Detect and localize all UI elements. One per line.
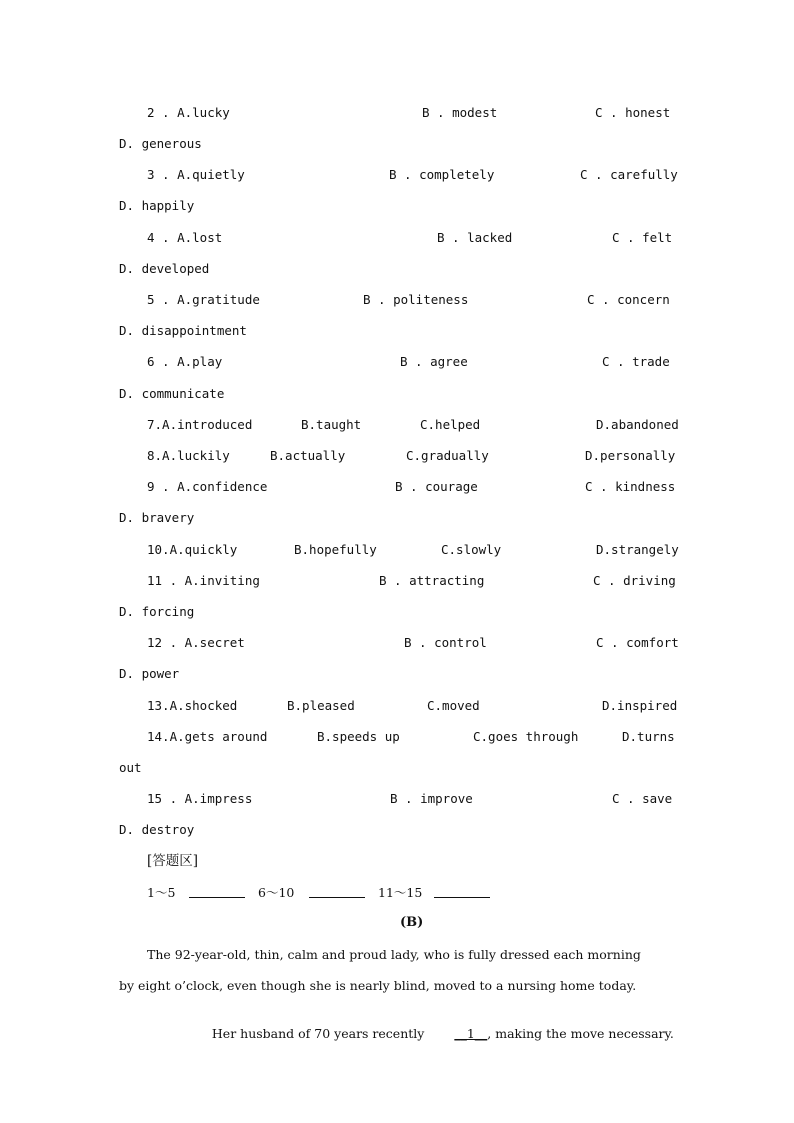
q11-option-b: B . attracting [379, 573, 485, 588]
passage-line-1: The 92-year-old, thin, calm and proud lady, who is fully dressed each morning [147, 947, 641, 962]
q7-option-c: C.helped [420, 417, 481, 432]
q7-option-a: 7.A.introduced [147, 417, 253, 432]
q8-option-c: C.gradually [406, 448, 489, 463]
q4-option-c: C . felt [612, 230, 673, 245]
q15-option-d: D. destroy [119, 822, 195, 837]
q15-option-a: 15 . A.impress [147, 791, 253, 806]
answer-blank-6-10[interactable] [309, 885, 365, 902]
q13-option-a: 13.A.shocked [147, 698, 238, 713]
q9-option-b: B . courage [395, 479, 478, 494]
q5-option-b: B . politeness [363, 292, 469, 307]
q13-option-d: D.inspired [602, 698, 678, 713]
answer-range-6-10: 6～10 [258, 885, 295, 900]
q9-option-a: 9 . A.confidence [147, 479, 268, 494]
q5-option-a: 5 . A.gratitude [147, 292, 260, 307]
q2-option-a: 2 . A.lucky [147, 105, 230, 120]
q10-option-a: 10.A.quickly [147, 542, 238, 557]
q3-option-b: B . completely [389, 167, 495, 182]
q5-option-c: C . concern [587, 292, 670, 307]
q10-option-b: B.hopefully [294, 542, 377, 557]
answer-blank-1-5[interactable] [189, 885, 245, 902]
q10-option-c: C.slowly [441, 542, 502, 557]
q4-option-b: B . lacked [437, 230, 513, 245]
q6-option-a: 6 . A.play [147, 354, 223, 369]
q9-option-d: D. bravery [119, 510, 195, 525]
q11-option-a: 11 . A.inviting [147, 573, 260, 588]
q13-option-b: B.pleased [287, 698, 355, 713]
q11-option-d: D. forcing [119, 604, 195, 619]
answer-range-11-15: 11～15 [378, 885, 423, 900]
q14-option-c: C.goes through [473, 729, 579, 744]
q14-option-a: 14.A.gets around [147, 729, 268, 744]
q12-option-b: B . control [404, 635, 487, 650]
passage-line-3-pre: Her husband of 70 years recently [211, 1026, 425, 1041]
q12-option-c: C . comfort [596, 635, 679, 650]
q12-option-a: 12 . A.secret [147, 635, 245, 650]
q12-option-d: D. power [119, 666, 180, 681]
q6-option-c: C . trade [602, 354, 670, 369]
answer-range-1-5: 1～5 [147, 885, 176, 900]
q3-option-a: 3 . A.quietly [147, 167, 245, 182]
q13-option-c: C.moved [427, 698, 480, 713]
q8-option-d: D.personally [585, 448, 676, 463]
answer-area-label: [答题区] [147, 853, 199, 869]
q14-option-d: D.turns [622, 729, 675, 744]
q3-option-c: C . carefully [580, 167, 678, 182]
q6-option-d: D. communicate [119, 386, 225, 401]
q8-option-b: B.actually [270, 448, 346, 463]
q5-option-d: D. disappointment [119, 323, 247, 338]
q8-option-a: 8.A.luckily [147, 448, 230, 463]
q2-option-d: D. generous [119, 136, 202, 151]
q15-option-c: C . save [612, 791, 673, 806]
passage-line-3-post: , making the move necessary. [487, 1026, 674, 1041]
q2-option-b: B . modest [422, 105, 498, 120]
q9-option-c: C . kindness [585, 479, 676, 494]
q10-option-d: D.strangely [596, 542, 679, 557]
q4-option-d: D. developed [119, 261, 210, 276]
q7-option-d: D.abandoned [596, 417, 679, 432]
q7-option-b: B.taught [301, 417, 362, 432]
q4-option-a: 4 . A.lost [147, 230, 223, 245]
q11-option-c: C . driving [593, 573, 676, 588]
answer-blank-11-15[interactable] [434, 885, 490, 902]
q14-option-b: B.speeds up [317, 729, 400, 744]
passage-line-3 [196, 1010, 674, 1058]
passage-blank-1[interactable]: __1__ [454, 1026, 488, 1041]
q15-option-b: B . improve [390, 791, 473, 806]
q14-option-d-continued: out [119, 760, 142, 775]
q3-option-d: D. happily [119, 198, 195, 213]
passage-line-2: by eight o’clock, even though she is nearly blind, moved to a nursing home today. [119, 978, 637, 993]
q2-option-c: C . honest [595, 105, 671, 120]
section-b-heading: (B) [400, 915, 424, 930]
q6-option-b: B . agree [400, 354, 468, 369]
